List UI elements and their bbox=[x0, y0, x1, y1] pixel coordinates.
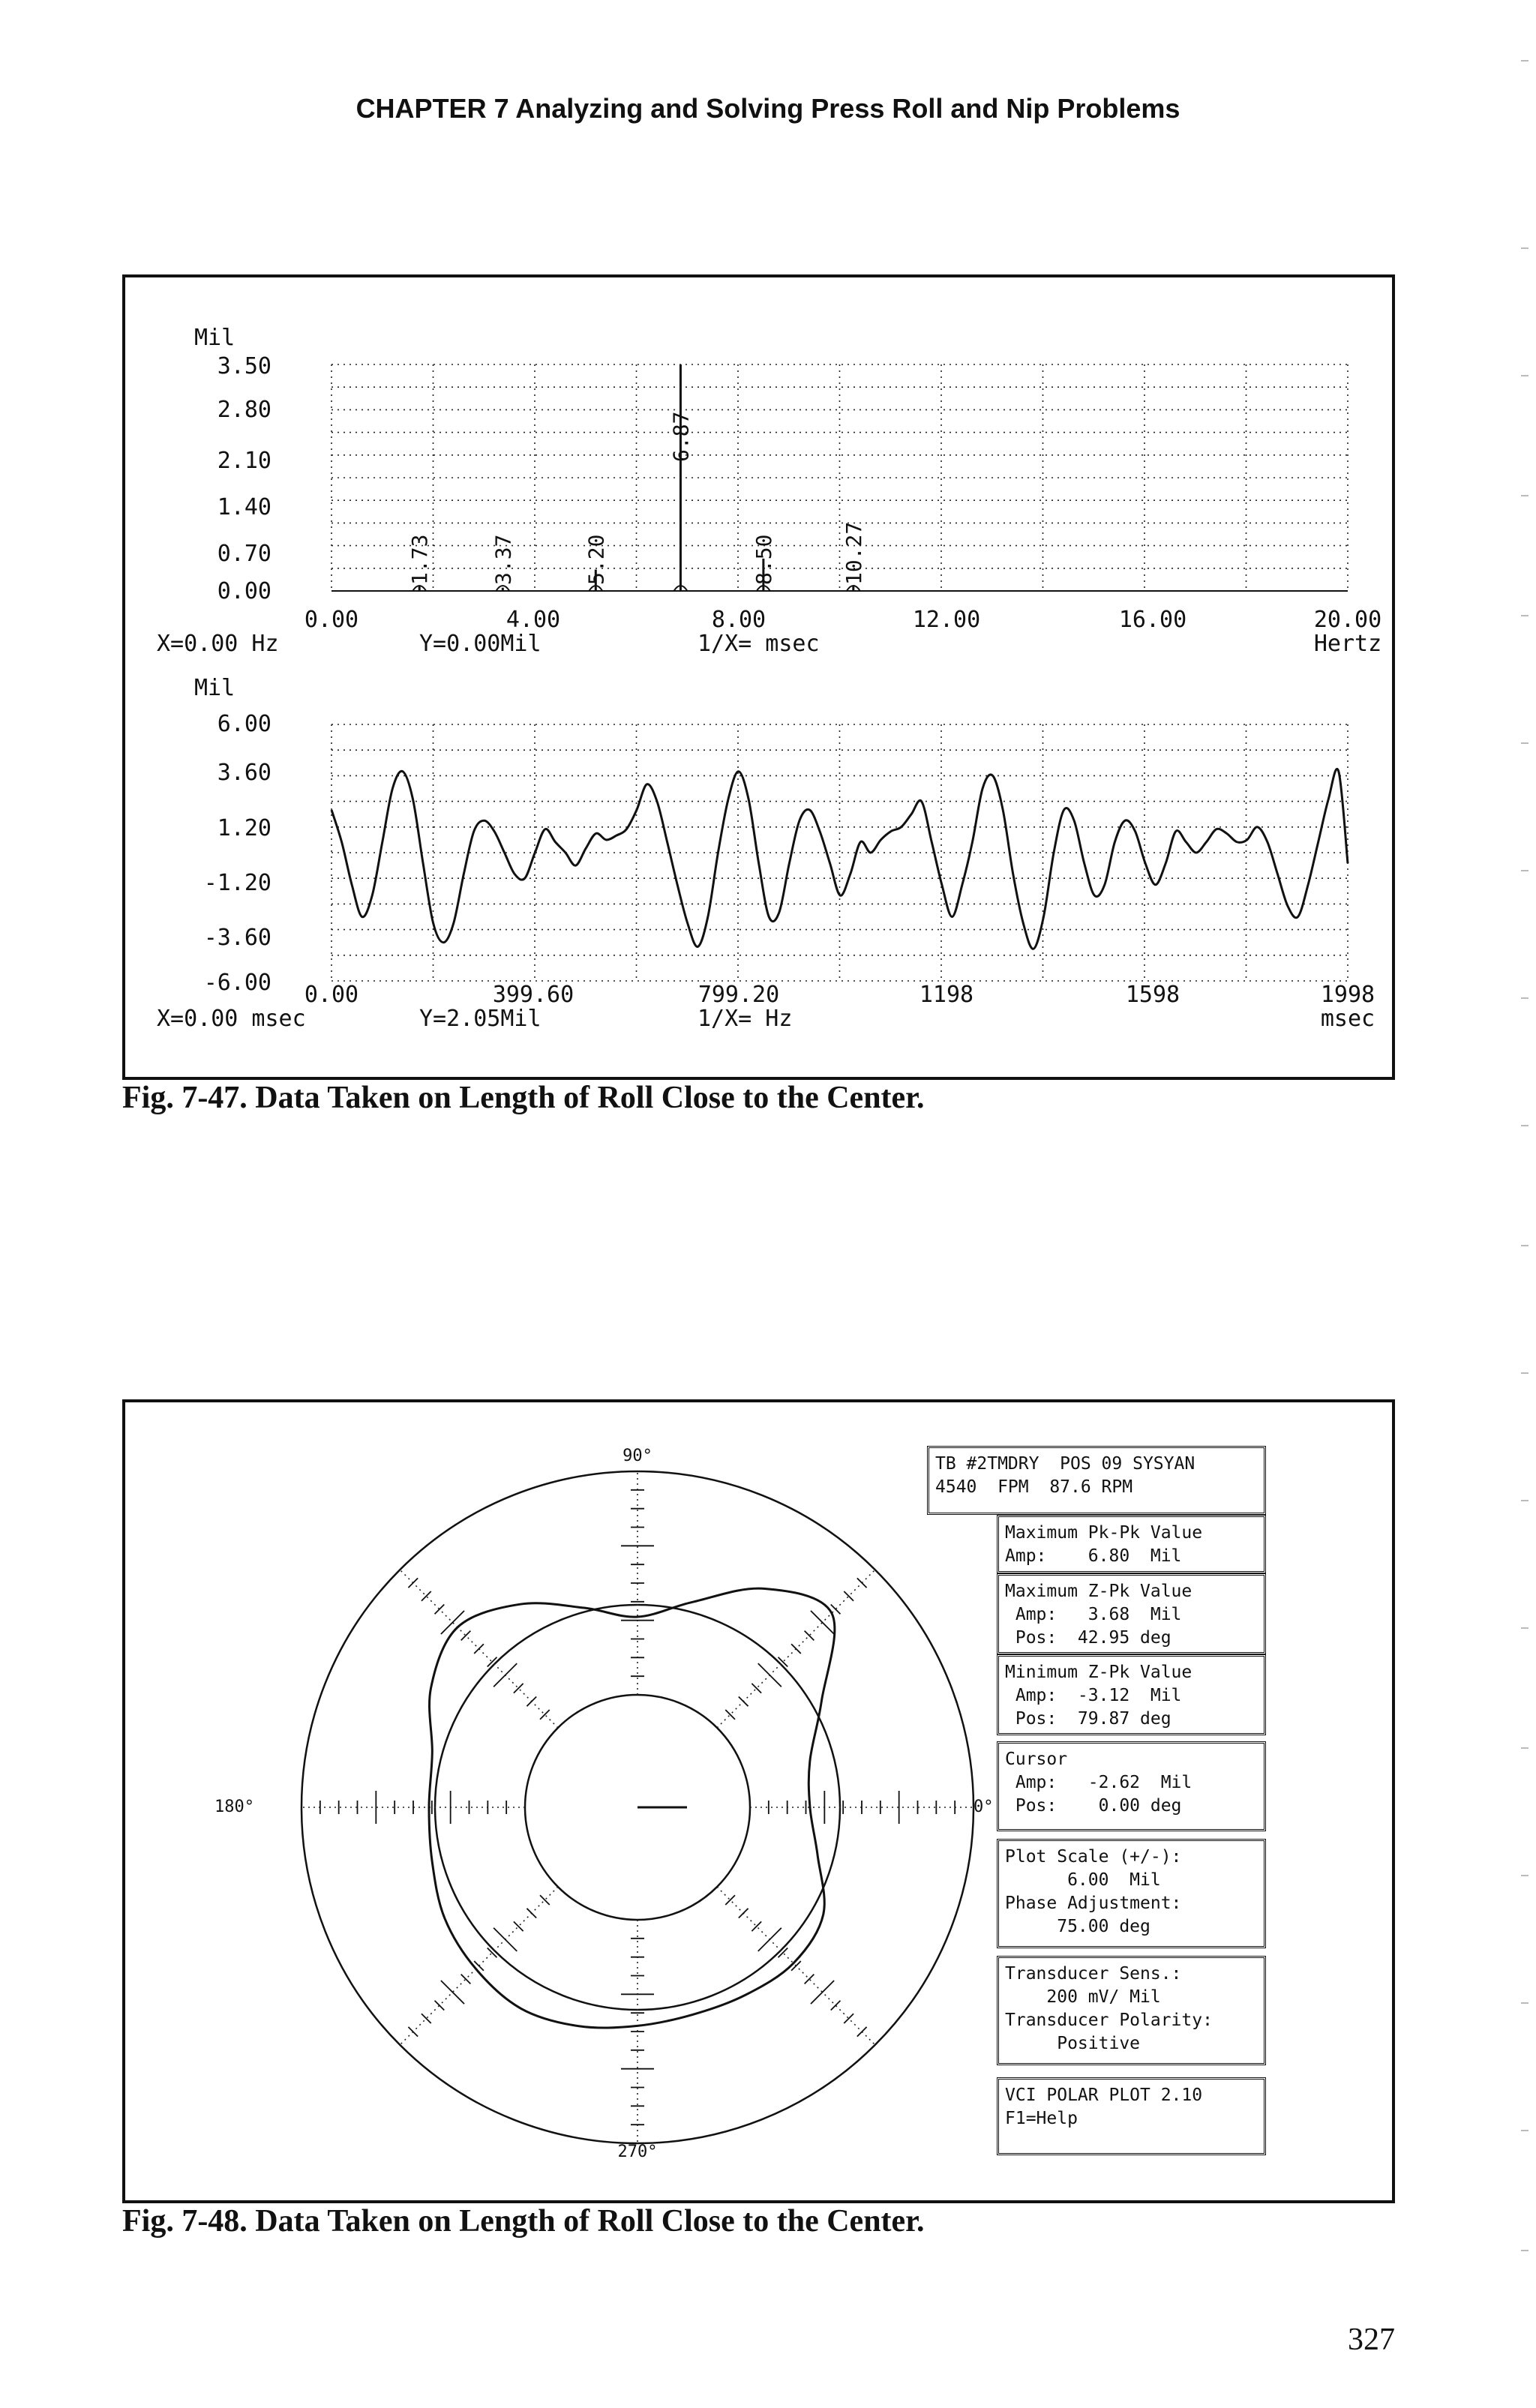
info-line: Amp: 3.68 Mil bbox=[1005, 1605, 1182, 1624]
waveform-readout-y: Y=2.05Mil bbox=[419, 1006, 542, 1032]
margin-mark bbox=[1521, 997, 1528, 999]
info-line: Pos: 79.87 deg bbox=[1005, 1709, 1172, 1729]
margin-mark bbox=[1521, 375, 1528, 376]
waveform-x-tick: 399.60 bbox=[492, 982, 574, 1008]
polar-axis-tick bbox=[461, 1975, 471, 1984]
polar-axis-tick bbox=[752, 1684, 761, 1693]
waveform-y-tick: 3.60 bbox=[217, 760, 272, 786]
spectrum-y-tick: 1.40 bbox=[217, 494, 272, 520]
info-line: F1=Help bbox=[1005, 2109, 1078, 2128]
polar-axis-tick bbox=[514, 1684, 524, 1693]
polar-axis-tick bbox=[805, 1631, 814, 1641]
margin-mark bbox=[1521, 870, 1528, 871]
info-line: 75.00 deg bbox=[1005, 1917, 1150, 1936]
margin-mark bbox=[1521, 1500, 1528, 1501]
polar-plot bbox=[125, 1402, 994, 2200]
polar-axis-tick bbox=[725, 1710, 735, 1720]
polar-axis-tick bbox=[725, 1895, 735, 1905]
info-line: Cursor bbox=[1005, 1750, 1068, 1769]
margin-mark bbox=[1521, 742, 1528, 744]
info-line: Minimum Z-Pk Value bbox=[1005, 1663, 1192, 1682]
figure-1-plots bbox=[125, 277, 1392, 1077]
spectrum-readout-inv: 1/X= msec bbox=[698, 631, 820, 657]
page-header: CHAPTER 7 Analyzing and Solving Press Roll and Nip Problems bbox=[356, 93, 1180, 124]
polar-axis-tick bbox=[844, 1591, 854, 1601]
spectrum-unit-label: Mil bbox=[194, 325, 236, 351]
waveform-y-tick: -1.20 bbox=[203, 870, 272, 896]
info-line: Transducer Polarity: bbox=[1005, 2011, 1213, 2030]
waveform-x-tick: 1998 bbox=[1320, 982, 1376, 1008]
info-line: Amp: -3.12 Mil bbox=[1005, 1686, 1182, 1705]
spectrum-y-tick: 3.50 bbox=[217, 353, 272, 379]
waveform-line bbox=[332, 769, 1348, 949]
cursor-box bbox=[997, 1741, 1266, 1831]
spectrum-peak-label: 6.87 bbox=[668, 411, 694, 462]
waveform-y-tick: -6.00 bbox=[203, 970, 272, 996]
polar-axis-tick bbox=[540, 1710, 550, 1720]
transducer-box bbox=[997, 1956, 1266, 2065]
max-zpk-box bbox=[997, 1573, 1266, 1654]
waveform-x-tick: 1598 bbox=[1125, 982, 1180, 1008]
info-header-box bbox=[927, 1446, 1266, 1515]
margin-mark bbox=[1521, 495, 1528, 496]
margin-mark bbox=[1521, 2250, 1528, 2251]
figure-1-caption: Fig. 7-47. Data Taken on Length of Roll Close to the Center. bbox=[122, 1081, 925, 1115]
spectrum-y-ticks bbox=[218, 353, 272, 604]
margin-mark bbox=[1521, 1875, 1528, 1876]
waveform-readout-x: X=0.00 msec bbox=[157, 1006, 306, 1032]
margin-mark bbox=[1521, 615, 1528, 616]
polar-axis-tick bbox=[494, 1663, 517, 1687]
spectrum-x-tick: 16.00 bbox=[1118, 607, 1187, 633]
spectrum-x-tick: 4.00 bbox=[506, 607, 561, 633]
plot-scale-box bbox=[997, 1839, 1266, 1948]
info-line: VCI POLAR PLOT 2.10 bbox=[1005, 2086, 1203, 2105]
spectrum-readout-y: Y=0.00Mil bbox=[419, 631, 542, 657]
polar-axis-tick bbox=[494, 1928, 517, 1951]
info-line: 4540 FPM 87.6 RPM bbox=[935, 1477, 1133, 1497]
min-zpk-box bbox=[997, 1654, 1266, 1735]
spectrum-grid bbox=[332, 364, 1348, 591]
margin-mark bbox=[1521, 2002, 1528, 2004]
spectrum-x-tick: 0.00 bbox=[304, 607, 359, 633]
spectrum-x-tick: 8.00 bbox=[711, 607, 766, 633]
margin-mark bbox=[1521, 1747, 1528, 1749]
figure-2-frame bbox=[122, 1399, 1395, 2203]
spectrum-peak-label: 8.50 bbox=[751, 534, 776, 585]
margin-mark bbox=[1521, 247, 1528, 249]
waveform-y-tick: -3.60 bbox=[203, 925, 272, 951]
info-line: Transducer Sens.: bbox=[1005, 1964, 1182, 1984]
polar-axis-tick bbox=[422, 1591, 431, 1601]
info-line: Amp: 6.80 Mil bbox=[1005, 1546, 1182, 1566]
spectrum-peak-label: 10.27 bbox=[841, 521, 866, 585]
spectrum-x-tick: 12.00 bbox=[912, 607, 981, 633]
page-number: 327 bbox=[1348, 2323, 1395, 2357]
program-box bbox=[997, 2077, 1266, 2155]
info-line: Maximum Pk-Pk Value bbox=[1005, 1523, 1203, 1543]
waveform-unit-label: Mil bbox=[194, 675, 236, 701]
margin-mark bbox=[1521, 1245, 1528, 1246]
polar-axis-tick bbox=[805, 1975, 814, 1984]
spectrum-readout-x: X=0.00 Hz bbox=[157, 631, 279, 657]
figure-2-caption: Fig. 7-48. Data Taken on Length of Roll Close to the Center. bbox=[122, 2204, 925, 2239]
spectrum-x-unit: Hertz bbox=[1313, 631, 1382, 657]
waveform-x-tick: 1198 bbox=[919, 982, 974, 1008]
margin-mark bbox=[1521, 60, 1528, 61]
info-line: Positive bbox=[1005, 2034, 1141, 2053]
waveform-x-unit: msec bbox=[1320, 1006, 1376, 1032]
info-line: 200 mV/ Mil bbox=[1005, 1987, 1161, 2007]
figure-1-frame bbox=[122, 274, 1395, 1080]
polar-axis-tick bbox=[540, 1895, 550, 1905]
polar-axis-tick bbox=[844, 2014, 854, 2023]
info-line: TB #2TMDRY POS 09 SYSYAN bbox=[935, 1454, 1196, 1474]
margin-mark bbox=[1521, 1125, 1528, 1126]
info-line: Maximum Z-Pk Value bbox=[1005, 1582, 1192, 1601]
polar-axis-tick bbox=[461, 1631, 471, 1641]
info-line: Phase Adjustment: bbox=[1005, 1894, 1182, 1913]
waveform-y-ticks bbox=[204, 711, 272, 996]
angle-label-0: 0° bbox=[974, 1798, 994, 1816]
spectrum-peak-label: 5.20 bbox=[584, 534, 609, 585]
spectrum-y-tick: 2.80 bbox=[217, 397, 272, 423]
waveform-x-tick: 799.20 bbox=[698, 982, 780, 1008]
margin-mark bbox=[1521, 2130, 1528, 2131]
waveform-y-tick: 1.20 bbox=[217, 815, 272, 841]
margin-mark bbox=[1521, 1627, 1528, 1629]
spectrum-peak-label: 3.37 bbox=[490, 534, 516, 585]
polar-trace bbox=[429, 1588, 835, 2028]
waveform-readout-inv: 1/X= Hz bbox=[698, 1006, 793, 1032]
angle-label-270: 270° bbox=[617, 2143, 658, 2161]
info-line: Amp: -2.62 Mil bbox=[1005, 1773, 1192, 1792]
angle-label-180: 180° bbox=[214, 1798, 254, 1816]
waveform-y-tick: 6.00 bbox=[217, 711, 272, 737]
info-line: 6.00 Mil bbox=[1005, 1870, 1161, 1890]
polar-axis-tick bbox=[752, 1921, 761, 1931]
spectrum-y-tick: 2.10 bbox=[217, 448, 272, 474]
info-line: Pos: 42.95 deg bbox=[1005, 1628, 1172, 1648]
max-pkpk-box bbox=[997, 1515, 1266, 1573]
polar-axis-tick bbox=[758, 1663, 782, 1687]
angle-label-90: 90° bbox=[622, 1447, 652, 1465]
polar-grid bbox=[302, 1471, 974, 2143]
polar-axis-tick bbox=[514, 1921, 524, 1931]
spectrum-peak-label: 1.73 bbox=[407, 534, 433, 585]
polar-axis-tick bbox=[422, 2014, 431, 2023]
spectrum-y-tick: 0.00 bbox=[217, 578, 272, 604]
spectrum-x-ticks bbox=[304, 607, 1382, 633]
waveform-x-tick: 0.00 bbox=[304, 982, 359, 1008]
margin-mark bbox=[1521, 1372, 1528, 1374]
spectrum-x-tick: 20.00 bbox=[1313, 607, 1382, 633]
info-line: Pos: 0.00 deg bbox=[1005, 1796, 1182, 1816]
info-line: Plot Scale (+/-): bbox=[1005, 1847, 1182, 1867]
polar-axis-tick bbox=[758, 1928, 782, 1951]
waveform-x-ticks bbox=[304, 982, 1375, 1008]
spectrum-y-tick: 0.70 bbox=[217, 541, 272, 567]
